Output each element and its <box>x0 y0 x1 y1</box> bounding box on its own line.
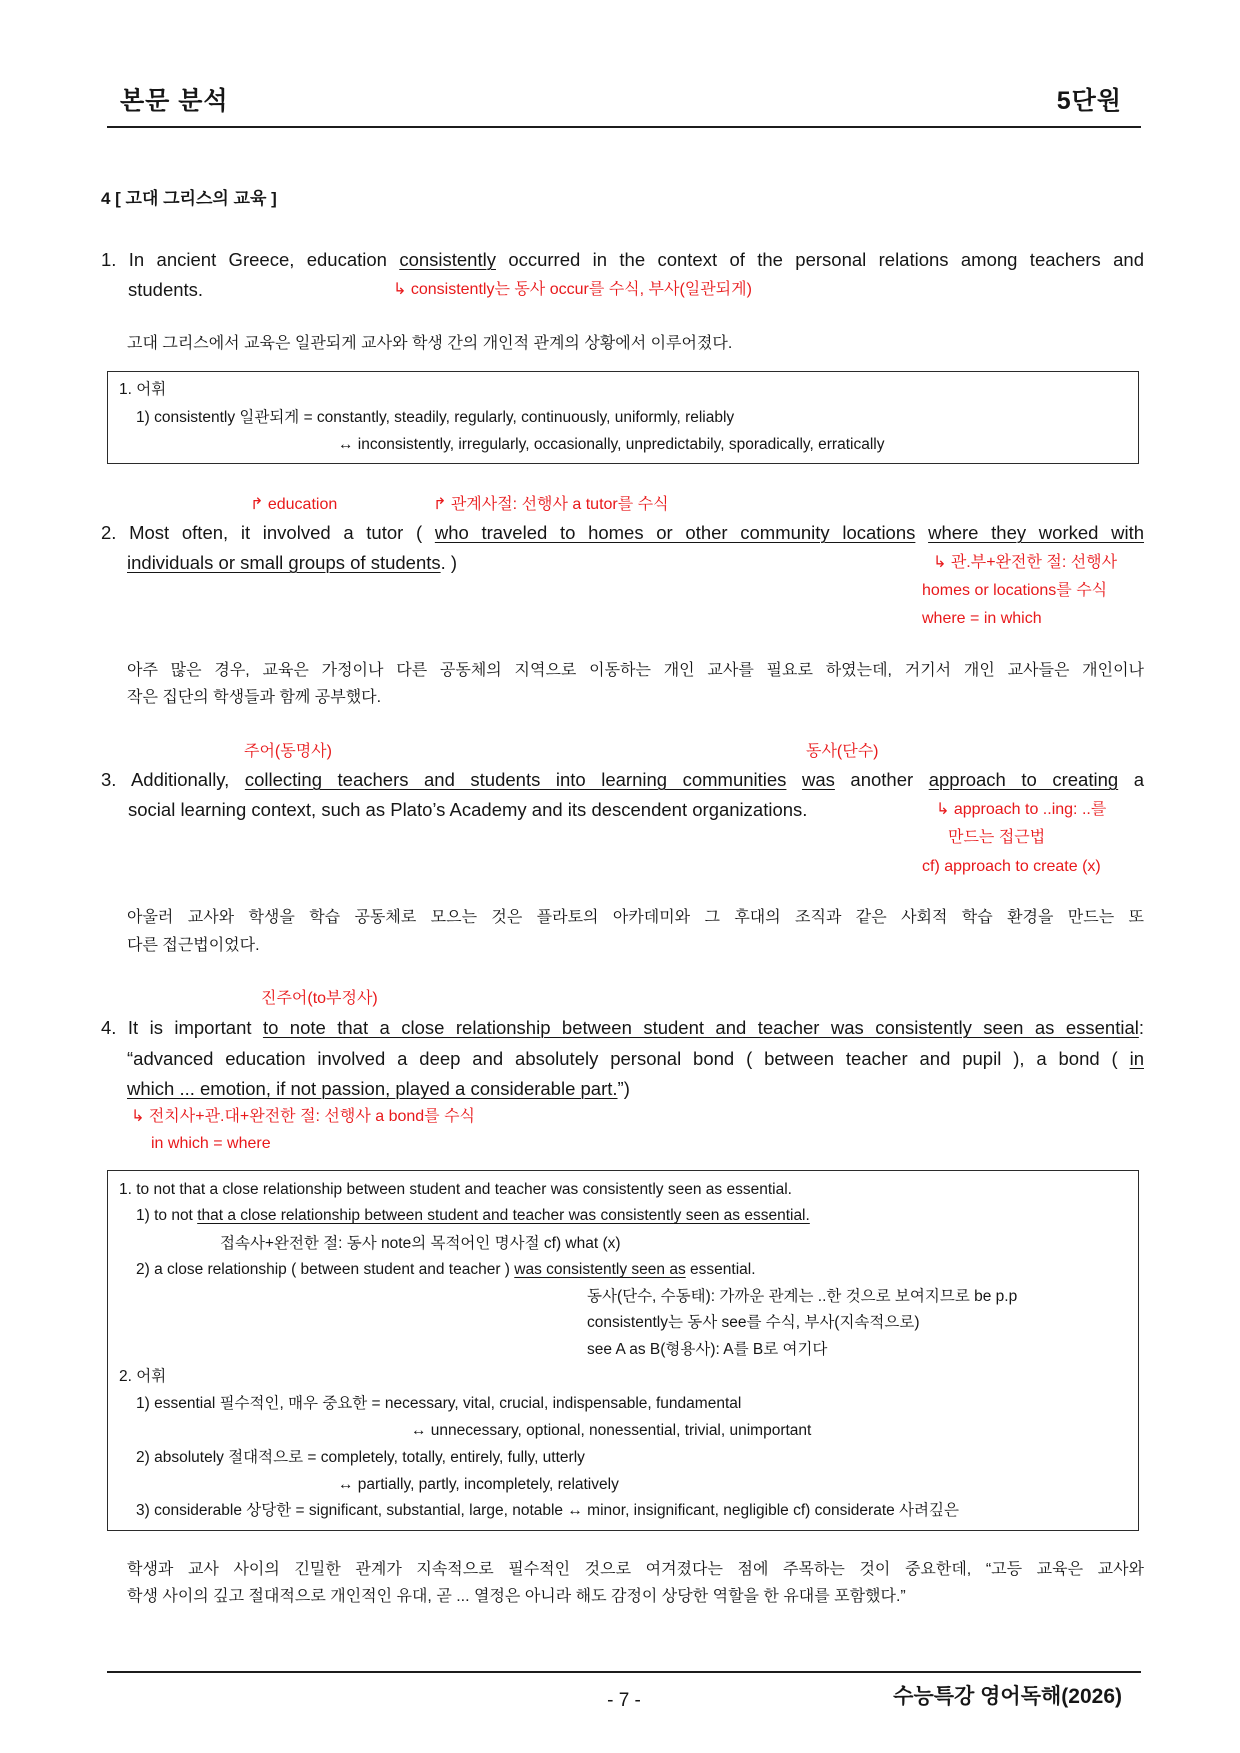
sentence-4-line-3 <box>127 1077 630 1101</box>
sentence-1-line-2: students. <box>128 279 204 300</box>
analysis-note: 접속사+완전한 절: 동사 note의 목적어인 명사절 cf) what (x) <box>220 1235 621 1252</box>
text-segment: : <box>1138 1017 1144 1038</box>
text-segment: “advanced education involved a deep and absolutely personal bond ( between teacher and pupil ), a bond ( <box>127 1048 1130 1069</box>
text-segment: occurred in the context of the personal relations among teachers and <box>495 249 1144 270</box>
translation-line: 아울러 교사와 학생을 학습 공동체로 모으는 것은 플라토의 아카데미와 그 후대의 조직과 같은 사회적 학습 환경을 만드는 또 <box>127 909 1144 926</box>
translation-line: 다른 접근법이었다. <box>127 937 260 954</box>
sentence-1-line-1 <box>101 248 1144 272</box>
analysis-subitem <box>136 1205 810 1227</box>
underlined-phrase: in <box>1129 1048 1144 1069</box>
grammar-note: ↱ education <box>250 496 338 513</box>
grammar-note: 주어(동명사) <box>244 743 332 760</box>
translation-line: 고대 그리스에서 교육은 일관되게 교사와 학생 간의 개인적 관계의 상황에서 이루어졌다. <box>127 335 733 352</box>
sentence-2-line-2 <box>127 551 457 575</box>
grammar-note: cf) approach to create (x) <box>922 858 1101 875</box>
sentence-3-line-2: social learning context, such as Plato’s Academy and its descendent organizations. <box>128 799 808 820</box>
text-segment: essential. <box>685 1261 756 1278</box>
grammar-note: ↳ 전치사+관.대+완전한 절: 선행사 a bond를 수식 <box>131 1108 475 1125</box>
translation-line: 학생과 교사 사이의 긴밀한 관계가 지속적으로 필수적인 것으로 여겨졌다는 점에 주목하는 것이 중요한데, “고등 교육은 교사와 <box>127 1561 1144 1578</box>
vocab-entry: 2) absolutely 절대적으로 = completely, totally, entirely, fully, utterly <box>136 1449 585 1466</box>
vocab-antonyms: ↔ inconsistently, irregularly, occasionally, unpredictabily, sporadically, erratically <box>338 436 885 453</box>
vocab-heading: 2. 어휘 <box>119 1368 167 1385</box>
text-segment <box>915 522 928 543</box>
grammar-note: ↳ approach to ..ing: ..를 <box>936 801 1107 818</box>
analysis-note: 동사(단수, 수동태): 가까운 관계는 ..한 것으로 보여지므로 be p.p <box>587 1288 1018 1305</box>
vocab-entry: 3) considerable 상당한 = significant, substantial, large, notable ↔ minor, insignificant, negligible cf) considerate 사려깊은 <box>136 1502 959 1519</box>
analysis-item-title: 1. to not that a close relationship between student and teacher was consistently seen as essential. <box>119 1181 792 1198</box>
text-segment: ”) <box>617 1078 630 1099</box>
grammar-note: ↱ 관계사절: 선행사 a tutor를 수식 <box>433 496 669 513</box>
sentence-4-line-2 <box>127 1047 1144 1071</box>
underlined-phrase: which ... emotion, if not passion, played a considerable part. <box>127 1078 618 1099</box>
sentence-4-line-1 <box>101 1016 1144 1040</box>
translation-line: 아주 많은 경우, 교육은 가정이나 다른 공동체의 지역으로 이동하는 개인 교사를 필요로 하였는데, 거기서 개인 교사들은 개인이나 <box>127 662 1144 679</box>
grammar-note: 동사(단수) <box>806 743 879 760</box>
text-segment <box>786 769 802 790</box>
text-segment: 1. In ancient Greece, education <box>101 249 400 270</box>
analysis-note: see A as B(형용사): A를 B로 여기다 <box>587 1341 828 1358</box>
text-segment: 3. Additionally, <box>101 769 245 790</box>
vocab-antonyms: ↔ unnecessary, optional, nonessential, trivial, unimportant <box>411 1422 812 1439</box>
grammar-note: homes or locations를 수식 <box>922 582 1108 599</box>
page-number: - 7 - <box>607 1690 641 1711</box>
analysis-note: consistently는 동사 see를 수식, 부사(지속적으로) <box>587 1314 920 1331</box>
translation-line: 학생 사이의 깊고 절대적으로 개인적인 유대, 곧 ... 열정은 아니라 해도 감정이 상당한 역할을 한 유대를 포함했다.” <box>127 1588 906 1605</box>
underlined-phrase: consistently <box>399 249 496 270</box>
text-segment: 4. It is important <box>101 1017 263 1038</box>
underlined-phrase: was <box>801 769 835 790</box>
text-segment: . ) <box>440 552 458 573</box>
underlined-phrase: that a close relationship between student and teacher was consistently seen as essential. <box>197 1207 810 1224</box>
header-rule <box>107 126 1141 128</box>
book-title: 수능특강 영어독해(2026) <box>893 1685 1122 1708</box>
text-segment: another <box>834 769 929 790</box>
grammar-note: where = in which <box>922 610 1042 627</box>
vocab-entry: 1) consistently 일관되게 = constantly, steadily, regularly, continuously, uniformly, reliably <box>136 409 735 426</box>
vocab-heading: 1. 어휘 <box>119 381 167 398</box>
sentence-2-line-1 <box>101 521 1144 545</box>
vocab-box <box>107 371 1139 464</box>
translation-line: 작은 집단의 학생들과 함께 공부했다. <box>127 689 382 706</box>
grammar-note: in which = where <box>151 1135 271 1152</box>
underlined-phrase: to note that a close relationship between student and teacher was consistently seen as essential <box>262 1017 1139 1038</box>
grammar-note: ↳ 관.부+완전한 절: 선행사 <box>933 554 1118 571</box>
vocab-entry: 1) essential 필수적인, 매우 중요한 = necessary, vital, crucial, indispensable, fundamental <box>136 1395 742 1412</box>
section-title: 4 [ 고대 그리스의 교육 ] <box>101 189 277 208</box>
underlined-phrase: individuals or small groups of students <box>127 552 441 573</box>
underlined-phrase: collecting teachers and students into learning communities <box>244 769 787 790</box>
grammar-note: ↳ consistently는 동사 occur를 수식, 부사(일관되게) <box>393 281 752 298</box>
text-segment: 2. Most often, it involved a tutor ( <box>101 522 435 543</box>
underlined-phrase: approach to creating <box>928 769 1119 790</box>
footer-rule <box>107 1671 1141 1673</box>
underlined-phrase: where they worked with <box>928 522 1145 543</box>
text-segment: 2) a close relationship ( between student and teacher ) <box>136 1261 515 1278</box>
analysis-subitem <box>136 1259 756 1281</box>
page-title: 본문 분석 <box>120 87 229 115</box>
unit-label: 5단원 <box>1056 87 1122 115</box>
grammar-note: 진주어(to부정사) <box>261 990 378 1007</box>
text-segment: a <box>1118 769 1144 790</box>
underlined-phrase: who traveled to homes or other community locations <box>434 522 916 543</box>
vocab-antonyms: ↔ partially, partly, incompletely, relatively <box>338 1476 619 1493</box>
underlined-phrase: was consistently seen as <box>514 1261 686 1278</box>
analysis-box <box>107 1170 1139 1531</box>
grammar-note: 만드는 접근법 <box>948 829 1046 846</box>
text-segment: 1) to not <box>136 1207 198 1224</box>
sentence-3-line-1 <box>101 768 1144 792</box>
